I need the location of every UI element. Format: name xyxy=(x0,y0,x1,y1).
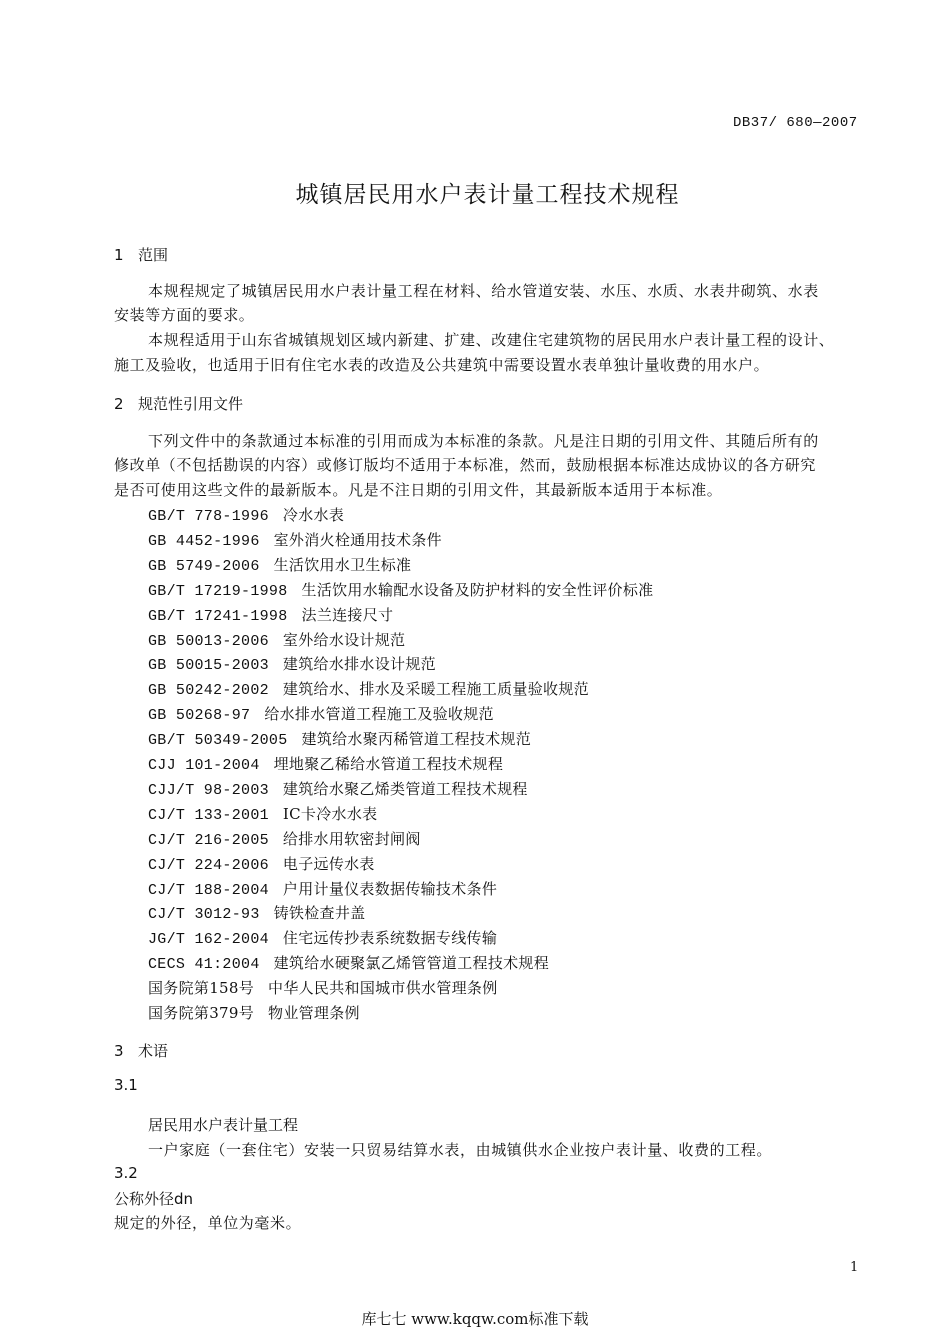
reference-code: GB/T 50349-2005 xyxy=(148,732,288,749)
reference-item xyxy=(148,878,497,899)
reference-item xyxy=(148,927,497,948)
section-number: 1 xyxy=(114,246,124,264)
section-3-heading xyxy=(114,1040,168,1061)
paragraph-line: 下列文件中的条款通过本标准的引用而成为本标准的条款。凡是注日期的引用文件、其随后所有的 xyxy=(148,432,819,450)
section-1-heading xyxy=(114,244,168,265)
reference-title: 建筑给水、排水及采暖工程施工质量验收规范 xyxy=(282,680,589,698)
reference-item xyxy=(148,803,377,824)
reference-title: 埋地聚乙稀给水管道工程技术规程 xyxy=(273,755,504,773)
reference-title: 铸铁检查井盖 xyxy=(273,904,366,922)
reference-item xyxy=(148,529,442,550)
document-title: 城镇居民用水户表计量工程技术规程 xyxy=(295,182,680,208)
reference-code: GB 50013-2006 xyxy=(148,633,269,650)
term-number: 3.2 xyxy=(114,1164,138,1182)
reference-title: 中华人民共和国城市供水管理条例 xyxy=(268,979,498,997)
page-number: 1 xyxy=(850,1260,859,1275)
term-definition: 一户家庭（一套住宅）安装一只贸易结算水表，由城镇供水企业按户表计量、收费的工程。 xyxy=(148,1141,773,1159)
reference-title: 建筑给水聚丙稀管道工程技术规范 xyxy=(301,730,532,748)
reference-item xyxy=(148,554,411,575)
reference-code: CJJ 101-2004 xyxy=(148,757,260,774)
reference-code: 国务院第379号 xyxy=(148,1004,255,1022)
reference-title: 生活饮用水卫生标准 xyxy=(273,556,412,574)
reference-code: GB 50242-2002 xyxy=(148,682,269,699)
reference-title: 建筑给水排水设计规范 xyxy=(282,655,436,673)
reference-title: 冷水水表 xyxy=(282,506,345,524)
reference-item xyxy=(148,1002,360,1023)
reference-code: GB/T 17219-1998 xyxy=(148,583,288,600)
reference-code: CECS 41:2004 xyxy=(148,956,260,973)
reference-item xyxy=(148,977,498,998)
reference-code: CJJ/T 98-2003 xyxy=(148,782,269,799)
footer-watermark: 库七七 www.kqqw.com标准下载 xyxy=(361,1310,589,1328)
section-title: 规范性引用文件 xyxy=(138,395,244,413)
reference-title: 户用计量仪表数据传输技术条件 xyxy=(282,880,498,898)
reference-code: 国务院第158号 xyxy=(148,979,255,997)
reference-code: GB 50268-97 xyxy=(148,707,251,724)
reference-code: CJ/T 224-2006 xyxy=(148,857,269,874)
reference-item xyxy=(148,828,421,849)
reference-code: GB 4452-1996 xyxy=(148,533,260,550)
section-title: 术语 xyxy=(138,1042,169,1060)
reference-item xyxy=(148,753,503,774)
reference-item xyxy=(148,504,344,525)
reference-title: 物业管理条例 xyxy=(268,1004,360,1022)
reference-item xyxy=(148,579,653,600)
reference-title: 电子远传水表 xyxy=(282,855,375,873)
reference-code: CJ/T 188-2004 xyxy=(148,882,269,899)
reference-title: 生活饮用水输配水设备及防护材料的安全性评价标准 xyxy=(301,581,654,599)
reference-code: CJ/T 133-2001 xyxy=(148,807,269,824)
reference-item xyxy=(148,952,549,973)
reference-title: 法兰连接尺寸 xyxy=(301,606,394,624)
term-number: 3.1 xyxy=(114,1076,138,1094)
reference-code: GB/T 17241-1998 xyxy=(148,608,288,625)
paragraph-line: 修改单（不包括勘误的内容）或修订版均不适用于本标准，然而，鼓励根据本标准达成协议的各方研究 xyxy=(114,456,817,474)
section-title: 范围 xyxy=(138,246,169,264)
reference-title: IC卡冷水水表 xyxy=(282,805,378,823)
reference-item xyxy=(148,629,405,650)
reference-title: 给水排水管道工程施工及验收规范 xyxy=(264,705,494,723)
reference-title: 给排水用软密封闸阀 xyxy=(282,830,421,848)
section-2-heading xyxy=(114,393,243,414)
term-name: 居民用水户表计量工程 xyxy=(148,1116,299,1134)
paragraph-line: 施工及验收，也适用于旧有住宅水表的改造及公共建筑中需要设置水表单独计量收费的用水户。 xyxy=(114,356,770,374)
reference-item xyxy=(148,604,393,625)
paragraph-line: 本规程适用于山东省城镇规划区域内新建、扩建、改建住宅建筑物的居民用水户表计量工程的设计、 xyxy=(148,331,835,349)
reference-item xyxy=(148,902,365,923)
reference-title: 建筑给水硬聚氯乙烯管管道工程技术规程 xyxy=(273,954,550,972)
reference-item xyxy=(148,703,494,724)
paragraph-line: 本规程规定了城镇居民用水户表计量工程在材料、给水管道安装、水压、水质、水表井砌筑、水表 xyxy=(148,282,819,300)
reference-code: JG/T 162-2004 xyxy=(148,931,269,948)
document-code: DB37/ 680—2007 xyxy=(733,115,858,131)
paragraph-line: 是否可使用这些文件的最新版本。凡是不注日期的引用文件，其最新版本适用于本标准。 xyxy=(114,481,723,499)
reference-title: 住宅远传抄表系统数据专线传输 xyxy=(282,929,498,947)
reference-item xyxy=(148,778,528,799)
paragraph-line: 安装等方面的要求。 xyxy=(114,306,255,324)
reference-item xyxy=(148,728,531,749)
reference-title: 室外消火栓通用技术条件 xyxy=(273,531,442,549)
reference-title: 建筑给水聚乙烯类管道工程技术规程 xyxy=(282,780,528,798)
reference-item xyxy=(148,853,375,874)
reference-item xyxy=(148,678,589,699)
term-definition: 规定的外径，单位为毫米。 xyxy=(114,1214,302,1232)
reference-title: 室外给水设计规范 xyxy=(282,631,406,649)
section-number: 2 xyxy=(114,395,124,413)
reference-code: GB 50015-2003 xyxy=(148,657,269,674)
reference-code: CJ/T 3012-93 xyxy=(148,906,260,923)
section-number: 3 xyxy=(114,1042,124,1060)
term-name: 公称外径dn xyxy=(114,1190,194,1208)
reference-code: CJ/T 216-2005 xyxy=(148,832,269,849)
reference-code: GB/T 778-1996 xyxy=(148,508,269,525)
reference-item xyxy=(148,653,436,674)
reference-code: GB 5749-2006 xyxy=(148,558,260,575)
